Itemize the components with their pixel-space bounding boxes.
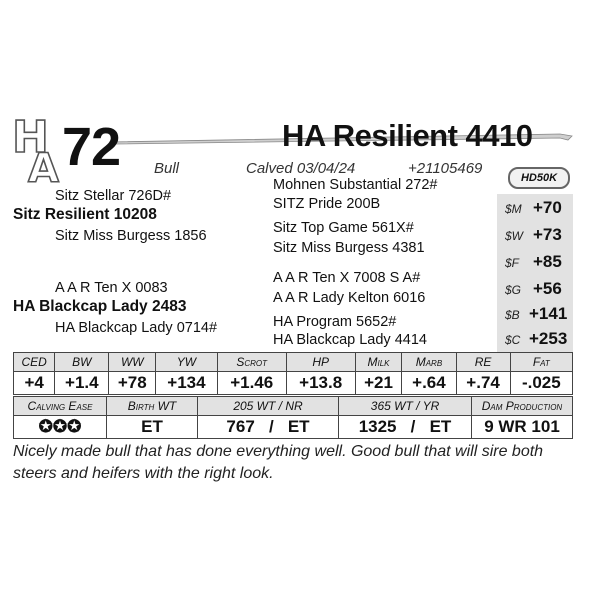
epd-value: +.74: [456, 372, 510, 395]
birth-wt: ET: [107, 416, 198, 439]
perf-header: 365 WT / YR: [339, 397, 472, 416]
index-label: $G: [505, 283, 522, 297]
nr-value: ET: [287, 417, 310, 436]
epd-value: +78: [109, 372, 156, 395]
lot-number: 72: [62, 117, 121, 177]
epd-value: +4: [14, 372, 55, 395]
epd-value: +13.8: [286, 372, 355, 395]
pedigree-right-line: SITZ Pride 200B: [273, 196, 381, 212]
index-label: $F: [505, 256, 520, 270]
perf-header: 205 WT / NR: [198, 397, 339, 416]
epd-header: Scrot: [217, 353, 286, 372]
epd-value: +.64: [402, 372, 456, 395]
epd-header: BW: [55, 353, 109, 372]
epd-header: RE: [456, 353, 510, 372]
perf-header: Calving Ease: [14, 397, 107, 416]
index-value: +73: [533, 225, 562, 244]
index-label: $M: [505, 202, 522, 216]
dollar-index-box: [497, 194, 573, 352]
pedigree-right-line: Sitz Miss Burgess 4381: [273, 240, 425, 256]
performance-header-row: [14, 397, 573, 416]
perf-header: Birth WT: [107, 397, 198, 416]
pedigree-right-line: A A R Ten X 7008 S A#: [273, 270, 421, 286]
dam-sire: A A R Ten X 0083: [55, 280, 168, 296]
epd-header: HP: [286, 353, 355, 372]
dam: HA Blackcap Lady 2483: [13, 298, 187, 315]
dam-production: 9 WR 101: [472, 416, 573, 439]
epd-value-row: [14, 372, 573, 395]
pedigree-right-line: A A R Lady Kelton 6016: [273, 290, 426, 306]
logo-letter-a: A: [28, 146, 59, 192]
index-label: $W: [505, 229, 523, 243]
index-value: +85: [533, 252, 562, 271]
wt205-cell: 767 / ET: [198, 416, 339, 439]
sire-sire: Sitz Stellar 726D#: [55, 188, 172, 204]
index-value: +70: [533, 198, 562, 217]
calving-ease-stars: ✪✪✪: [14, 416, 107, 439]
index-value: +141: [529, 304, 568, 323]
epd-header: Marb: [402, 353, 456, 372]
epd-header: CED: [14, 353, 55, 372]
sire-dam: Sitz Miss Burgess 1856: [55, 228, 207, 244]
perf-header: Dam Production: [472, 397, 573, 416]
wt205-value: 767: [226, 417, 255, 436]
epd-value: +134: [156, 372, 218, 395]
pedigree-right-line: Mohnen Substantial 272#: [273, 177, 438, 193]
wt365-value: 1325: [358, 417, 397, 436]
epd-header: WW: [109, 353, 156, 372]
wt365-cell: 1325 / ET: [339, 416, 472, 439]
index-value: +56: [533, 279, 562, 298]
index-value: +253: [529, 329, 568, 348]
index-label: $C: [505, 333, 521, 347]
animal-name: HA Resilient 4410: [282, 118, 533, 153]
logo-letter-h: H: [12, 112, 49, 163]
epd-header: Fat: [510, 353, 572, 372]
sex-label: Bull: [154, 160, 180, 177]
performance-value-row: [14, 416, 573, 439]
epd-value: +1.4: [55, 372, 109, 395]
pedigree-right-line: HA Blackcap Lady 4414: [273, 332, 427, 348]
sire: Sitz Resilient 10208: [13, 206, 157, 223]
epd-header-row: [14, 353, 573, 372]
yr-value: ET: [429, 417, 452, 436]
epd-header: YW: [156, 353, 218, 372]
description-text: Nicely made bull that has done everything well. Good bull that will sire both steers and heifers with the right look.: [13, 443, 544, 482]
dam-dam: HA Blackcap Lady 0714#: [55, 320, 218, 336]
index-label: $B: [505, 308, 520, 322]
epd-table: [13, 352, 573, 395]
hd50k-badge: HD50K: [508, 167, 570, 189]
epd-header: Milk: [355, 353, 402, 372]
epd-value: +1.46: [217, 372, 286, 395]
registration-number: +21105469: [408, 160, 483, 177]
performance-table: [13, 396, 573, 439]
epd-value: -.025: [510, 372, 572, 395]
epd-value: +21: [355, 372, 402, 395]
pedigree-right-line: Sitz Top Game 561X#: [273, 220, 414, 236]
calved-date: Calved 03/04/24: [246, 160, 356, 177]
pedigree-right-line: HA Program 5652#: [273, 314, 397, 330]
